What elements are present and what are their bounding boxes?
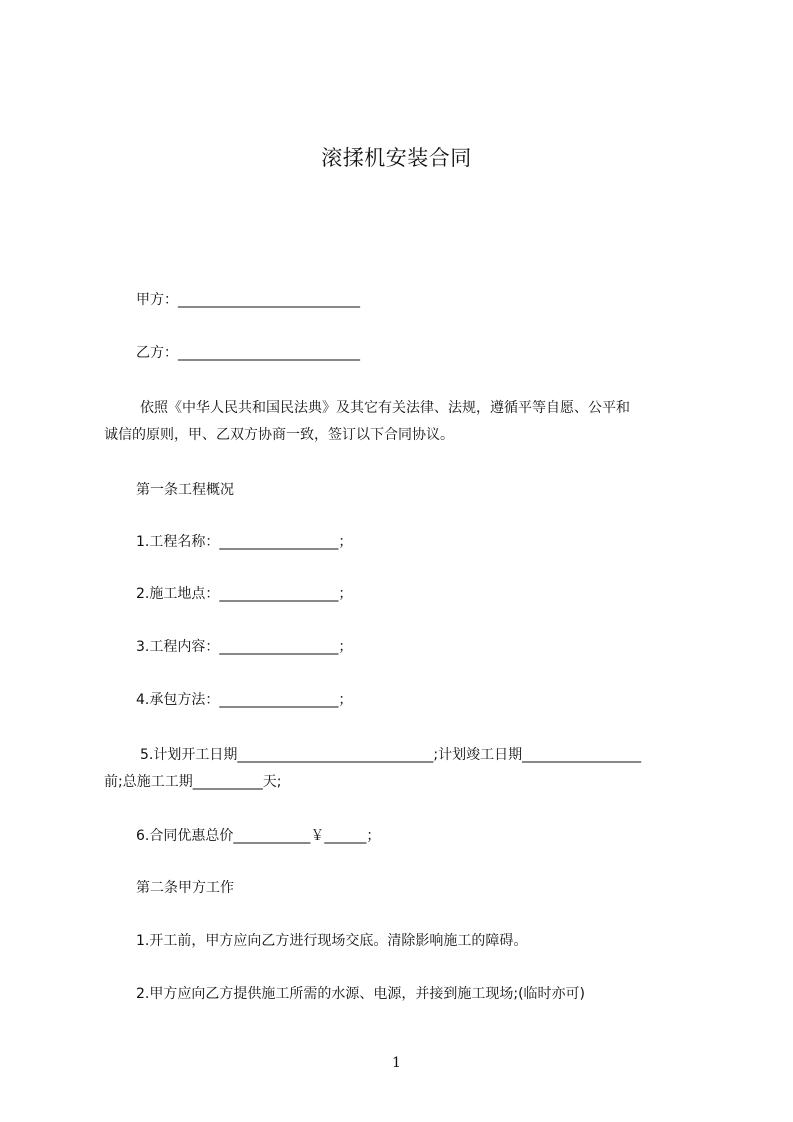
intro-paragraph-line-2: 诚信的原则，甲、乙双方协商一致，签订以下合同协议。	[104, 427, 454, 443]
item-project-name: 1.工程名称：_________________；	[136, 534, 353, 550]
item-project-content: 3.工程内容：_________________；	[136, 639, 353, 655]
intro-paragraph-line-1: 依照《中华人民共和国民法典》及其它有关法律、法规，遵循平等自愿、公平和	[140, 400, 630, 416]
contract-title: 滚揉机安装合同	[321, 146, 472, 170]
item-total-price: 6.合同优惠总价___________￥______；	[136, 828, 381, 844]
article-2-item-1: 1.开工前，甲方应向乙方进行现场交底。清除影响施工的障碍。	[136, 933, 528, 949]
item-schedule-line-1: 5.计划开工日期____________________________;计划竣工日期_________________	[140, 747, 642, 763]
item-contract-method: 4.承包方法：_________________；	[136, 692, 353, 708]
page-number: 1	[392, 1055, 401, 1071]
item-construction-site: 2.施工地点：_________________；	[136, 586, 353, 602]
item-schedule-line-2: 前;总施工工期__________天;	[104, 774, 282, 790]
article-2-heading: 第二条甲方工作	[136, 880, 234, 896]
article-1-heading: 第一条工程概况	[136, 482, 234, 498]
article-2-item-2: 2.甲方应向乙方提供施工所需的水源、电源，并接到施工现场;(临时亦可)	[136, 986, 585, 1002]
party-b-line: 乙方：__________________________	[136, 345, 360, 361]
party-a-line: 甲方：__________________________	[136, 292, 360, 308]
